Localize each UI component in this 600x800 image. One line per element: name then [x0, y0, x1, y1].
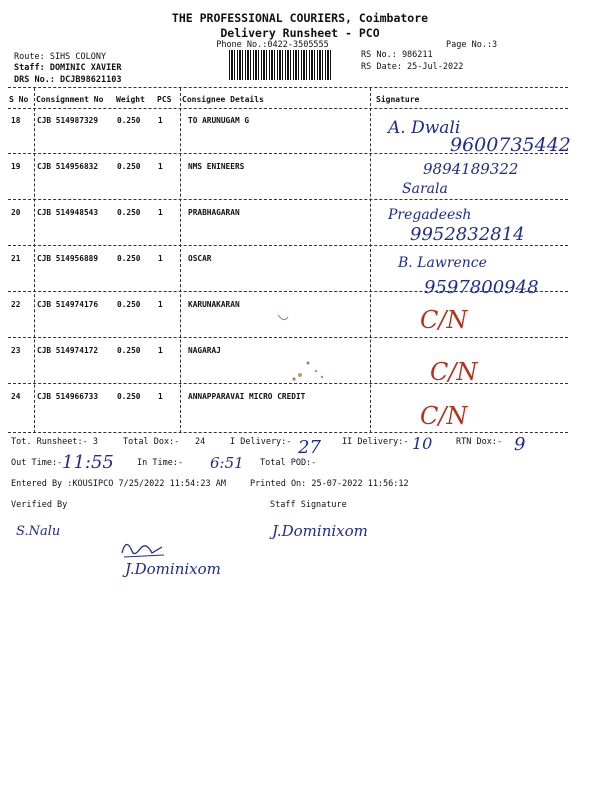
staff-signature-label: Staff Signature — [270, 500, 347, 510]
drs-number: DRS No.: DCJB98621103 — [14, 75, 122, 85]
barcode-image — [229, 50, 332, 80]
table-bottom-rule — [8, 432, 568, 433]
divider — [34, 88, 35, 433]
route-label: Route: SIHS COLONY — [14, 52, 107, 62]
rtn-dox-value: 9 — [514, 434, 526, 455]
handwritten-phone: 9952832814 — [410, 224, 525, 245]
row-pcs: 1 — [158, 346, 163, 355]
handwritten-phone: 9894189322 — [423, 160, 519, 178]
total-pod-label: Total POD:- — [260, 458, 317, 468]
in-time-value: 6:51 — [210, 454, 244, 472]
row-consignee: NAGARAJ — [188, 346, 221, 355]
printed-on: Printed On: 25-07-2022 11:56:12 — [250, 479, 409, 489]
total-dox-label: Total Dox:- — [123, 437, 180, 447]
staff-label: Staff: DOMINIC XAVIER — [14, 63, 122, 73]
row-consignment: CJB 514974172 — [37, 346, 99, 355]
row-sno: 20 — [11, 208, 21, 217]
row-weight: 0.250 — [117, 300, 141, 309]
total-runsheet: Tot. Runsheet:- 3 — [11, 437, 98, 447]
rs-date: RS Date: 25-Jul-2022 — [361, 62, 464, 72]
row-weight: 0.250 — [117, 208, 141, 217]
col-consignee: Consignee Details — [182, 95, 264, 104]
row-sno: 22 — [11, 300, 21, 309]
document-title: Delivery Runsheet - PCO — [220, 26, 380, 40]
row-pcs: 1 — [158, 254, 163, 263]
row-sno: 18 — [11, 116, 21, 125]
row-weight: 0.250 — [117, 116, 141, 125]
row-consignee: PRABHAGARAN — [188, 208, 240, 217]
staff-signature-2: J.Dominixom — [125, 560, 221, 578]
i-delivery-label: I Delivery:- — [230, 437, 292, 447]
company-name: THE PROFESSIONAL COURIERS, Coimbatore — [171, 11, 429, 25]
table-header-rule — [8, 108, 568, 109]
table-top-rule — [8, 87, 568, 88]
divider — [370, 88, 371, 433]
staff-signature: J.Dominixom — [272, 522, 368, 540]
row-sno: 21 — [11, 254, 21, 263]
row-consignee: NMS ENINEERS — [188, 162, 245, 171]
row-weight: 0.250 — [117, 254, 141, 263]
phone-number: Phone No.:0422-3505555 — [216, 40, 329, 50]
col-consignment: Consignment No — [36, 95, 104, 104]
rtn-dox-label: RTN Dox:- — [456, 437, 503, 447]
row-pcs: 1 — [158, 208, 163, 217]
handwritten-name: Pregadeesh — [388, 207, 472, 223]
rs-number: RS No.: 986211 — [361, 50, 433, 60]
handwritten-phone: 9600735442 — [450, 134, 571, 156]
row-rule — [8, 199, 568, 200]
row-consignment: CJB 514974176 — [37, 300, 99, 309]
row-pcs: 1 — [158, 392, 163, 401]
row-sno: 23 — [11, 346, 21, 355]
handwritten-cn-mark: C/N — [420, 306, 468, 334]
row-pcs: 1 — [158, 116, 163, 125]
row-consignee: TO ARUNUGAM G — [188, 116, 250, 125]
col-signature: Signature — [376, 95, 420, 104]
row-consignment: CJB 514956832 — [37, 162, 99, 171]
row-consignment: CJB 514948543 — [37, 208, 99, 217]
i-delivery-value: 27 — [298, 437, 321, 458]
in-time-label: In Time:- — [137, 458, 184, 468]
row-pcs: 1 — [158, 162, 163, 171]
col-pcs: PCS — [157, 95, 172, 104]
out-time-label: Out Time:- — [11, 458, 63, 468]
row-weight: 0.250 — [117, 346, 141, 355]
row-weight: 0.250 — [117, 162, 141, 171]
handwritten-name: A. Dwali — [388, 118, 461, 138]
row-sno: 24 — [11, 392, 21, 401]
out-time-value: 11:55 — [62, 452, 114, 473]
ii-delivery-value: 10 — [412, 434, 433, 453]
row-consignee: OSCAR — [188, 254, 212, 263]
row-consignee: ANNAPPARAVAI MICRO CREDIT — [188, 392, 306, 401]
ii-delivery-label: II Delivery:- — [342, 437, 409, 447]
handwritten-name: B. Lawrence — [398, 255, 487, 271]
row-rule — [8, 291, 568, 292]
row-pcs: 1 — [158, 300, 163, 309]
verifier-signature: S.Nalu — [16, 524, 61, 539]
initials-signature-icon — [118, 533, 178, 561]
col-weight: Weight — [116, 95, 145, 104]
divider — [180, 88, 181, 433]
row-consignment: CJB 514987329 — [37, 116, 99, 125]
row-sno: 19 — [11, 162, 21, 171]
row-consignment: CJB 514966733 — [37, 392, 99, 401]
row-consignee: KARUNAKARAN — [188, 300, 240, 309]
verified-by-label: Verified By — [11, 500, 68, 510]
row-consignment: CJB 514956889 — [37, 254, 99, 263]
handwritten-name: Sarala — [402, 181, 448, 197]
handwritten-phone: 9597800948 — [424, 277, 539, 298]
entered-by: Entered By :KOUSIPCO 7/25/2022 11:54:23 AM — [11, 479, 226, 489]
ink-smudge-icon — [270, 305, 340, 390]
row-rule — [8, 153, 568, 154]
handwritten-cn-mark: C/N — [430, 358, 478, 386]
handwritten-cn-mark: C/N — [420, 402, 468, 430]
page-number: Page No.:3 — [446, 40, 498, 50]
total-dox-value: 24 — [195, 437, 206, 447]
row-weight: 0.250 — [117, 392, 141, 401]
row-rule — [8, 245, 568, 246]
col-sno: S No — [9, 95, 29, 104]
